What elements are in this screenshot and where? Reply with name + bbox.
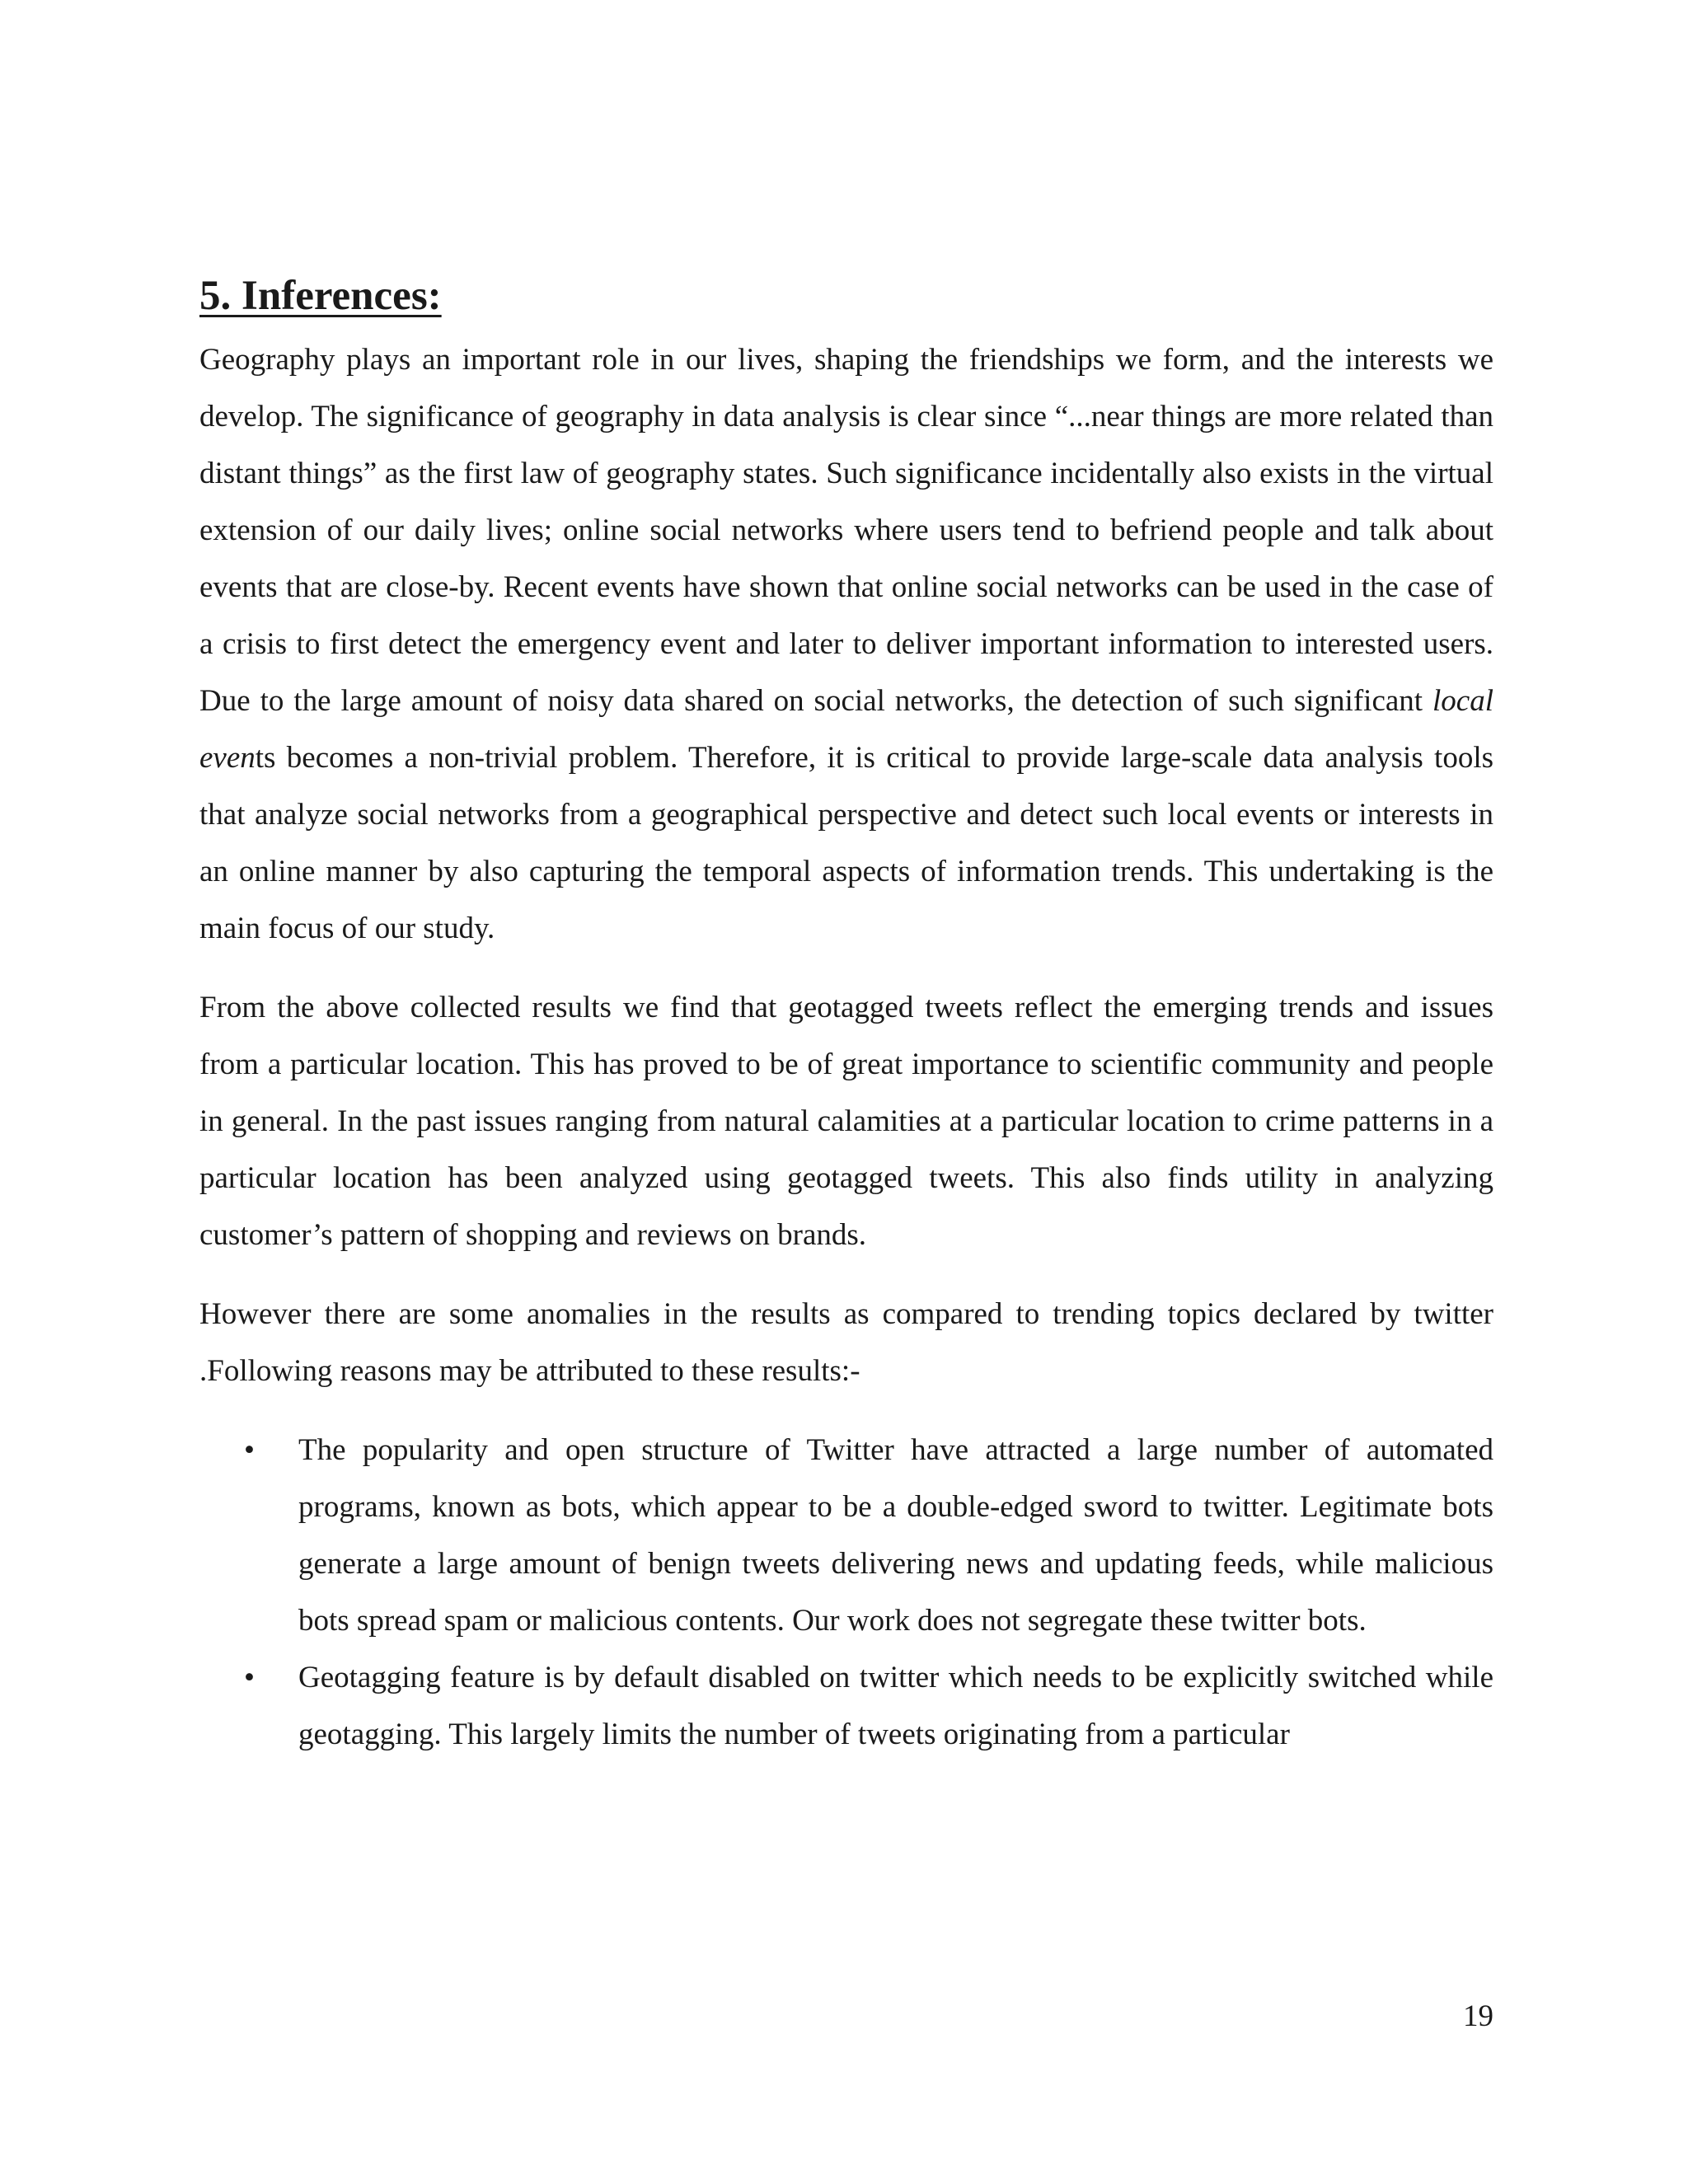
italic-local-events: local even — [199, 683, 1493, 775]
paragraph-geography — [199, 331, 1493, 957]
list-item-text: Geotagging feature is by default disabled on twitter which needs to be explicitly switched while geotagging. This largely limits the number of tweets originating from a particular — [298, 1660, 1493, 1751]
bullet-icon: • — [244, 1432, 255, 1467]
list-item — [199, 1649, 1493, 1763]
paragraph-geography-text-end: ts becomes a non-trivial problem. Therefore, it is critical to provide large-scale data analysis tools that analyze social networks from a geographical perspective and detect such local events or interests in an online manner by also capturing the temporal aspects of information trends. This undertaking is the main focus of our study. — [199, 740, 1493, 945]
page-content — [199, 270, 1493, 1763]
list-item — [199, 1422, 1493, 1649]
reasons-list — [199, 1422, 1493, 1763]
section-heading: 5. Inferences: — [199, 273, 442, 319]
bullet-icon: • — [244, 1660, 255, 1694]
paragraph-geography-text-start: Geography plays an important role in our lives, shaping the friendships we form, and the interests we develop. The significance of geography in data analysis is clear since “...near things are more related than distant things” as the first law of geography states. Such significance incidentally also exists in the virtual extension of our daily lives; online social networks where users tend to befriend people and talk about events that are close-by. Recent events have shown that online social networks can be used in the case of a crisis to first detect the emergency event and later to deliver important information to interested users. Due to the large amount of noisy data shared on social networks, the detection of such significant — [199, 342, 1493, 718]
paragraph-anomalies: However there are some anomalies in the results as compared to trending topics declared by twitter .Following reasons may be attributed to these results:- — [199, 1296, 1493, 1388]
page-number: 19 — [1463, 1999, 1493, 2033]
paragraph-results: From the above collected results we find that geotagged tweets reflect the emerging trends and issues from a particular location. This has proved to be of great importance to scientific community and people in general. In the past issues ranging from natural calamities at a particular location to crime patterns in a particular location has been analyzed using geotagged tweets. This also finds utility in analyzing customer’s pattern of shopping and reviews on brands. — [199, 990, 1493, 1252]
list-item-text: The popularity and open structure of Twitter have attracted a large number of automated programs, known as bots, which appear to be a double-edged sword to twitter. Legitimate bots generate a large amount of benign tweets delivering news and updating feeds, while malicious bots spread spam or malicious contents. Our work does not segregate these twitter bots. — [298, 1432, 1493, 1638]
